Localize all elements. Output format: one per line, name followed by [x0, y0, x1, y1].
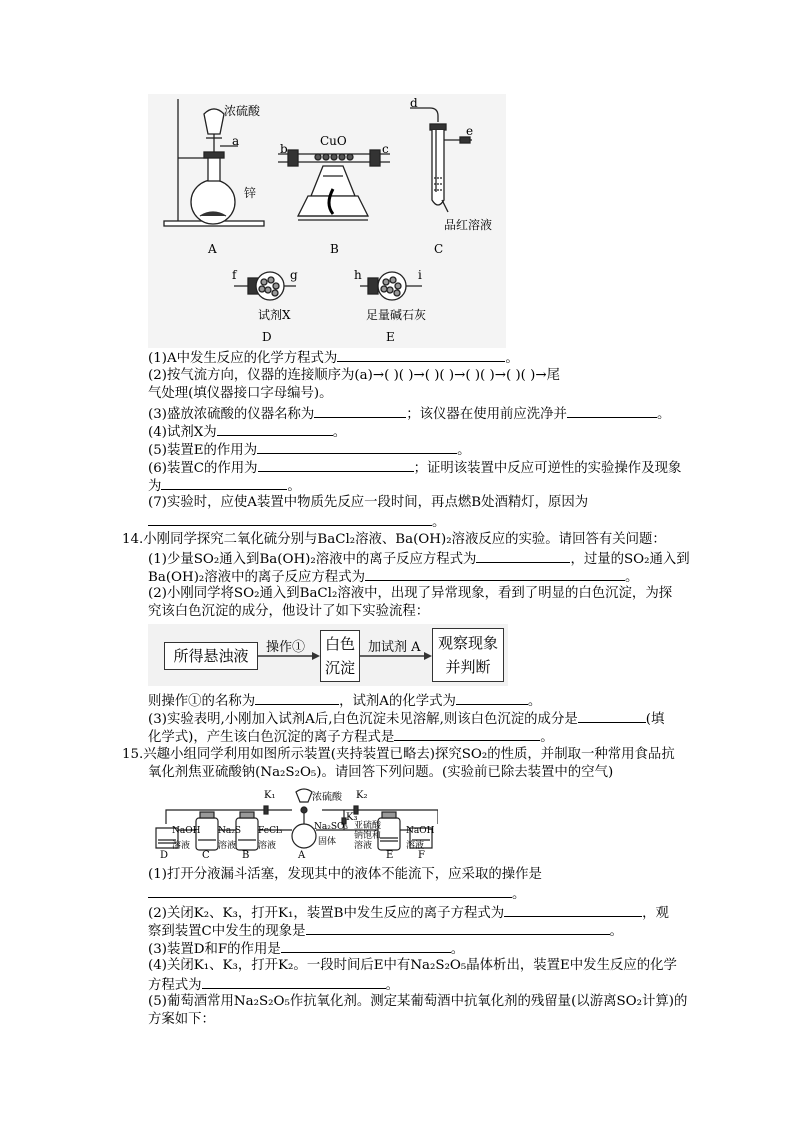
q14-part2-line1: (2)小刚同学将SO₂通入到BaCl₂溶液中，出现了异常现象，看到了明显的白色沉淀，为探	[148, 586, 673, 601]
q15-part4-line2: 方程式为 。	[148, 975, 399, 995]
label-conc-acid: 浓硫酸	[224, 104, 261, 118]
label-CuO: CuO	[320, 134, 347, 148]
label-sulfite-1: 亚硫酸	[354, 821, 382, 831]
flow-op1: 操作①	[266, 640, 306, 655]
answer-blank[interactable]	[161, 476, 287, 490]
apparatus-e-drawing	[360, 272, 422, 300]
answer-blank[interactable]	[306, 921, 610, 935]
q15-part5-line2: 方案如下：	[148, 1012, 215, 1027]
label-K2: K₂	[356, 790, 368, 801]
answer-blank[interactable]	[281, 939, 451, 953]
answer-blank[interactable]	[337, 348, 505, 362]
label-e: e	[466, 124, 474, 138]
q14-part1-line2: Ba(OH)₂溶液中的离子反应方程式为 。	[148, 567, 638, 587]
q13-part1: (1)A中发生反应的化学方程式为 。	[148, 348, 519, 368]
q15-part4-line1: (4)关闭K₁、K₃，打开K₂。一段时间后E中有Na₂S₂O₅晶体析出，装置E中发生反应的化学	[148, 958, 677, 973]
q15-title-line1: 15.兴趣小组同学利用如图所示装置(夹持装置已略去)探究SO₂的性质，并制取一种常用食品抗	[122, 747, 675, 762]
label-fecl3: FeCl₃	[258, 826, 283, 836]
label-d: d	[410, 96, 418, 110]
label-soda-lime: 足量碱石灰	[366, 308, 427, 322]
q15-apparatus-figure	[148, 786, 438, 862]
answer-blank[interactable]	[202, 975, 386, 989]
label-solution-f: 溶液	[406, 841, 425, 851]
label-C-15: C	[202, 850, 210, 861]
answer-blank[interactable]	[148, 884, 512, 898]
label-solution-b: 溶液	[258, 841, 277, 851]
q14-part1-line1: (1)少量SO₂通入到Ba(OH)₂溶液中的离子反应方程式为 ，过量的SO₂通入到	[148, 549, 690, 569]
label-h: h	[354, 268, 362, 282]
flow-box-suspension: 所得悬浊液	[164, 642, 258, 670]
label-na2so3: Na₂SO₃	[314, 822, 349, 832]
label-E: E	[386, 330, 395, 344]
label-reagent-x: 试剂X	[258, 308, 291, 322]
q15-part5-line1: (5)葡萄酒常用Na₂S₂O₅作抗氧化剂。测定某葡萄酒中抗氧化剂的残留量(以游离SO₂计算)的	[148, 994, 688, 1009]
label-c: c	[382, 142, 389, 156]
q15-part2-line1: (2)关闭K₂、K₃，打开K₁，装置B中发生反应的离子方程式为 ，观	[148, 903, 669, 923]
q13-part7-line1: (7)实验时，应使A装置中物质先反应一段时间，再点燃B处酒精灯，原因为	[148, 495, 589, 510]
q15-part1-line2: 。	[148, 884, 525, 904]
flow-box-observe: 观察现象 并判断	[432, 628, 504, 682]
label-sulfite-2: 钠饱和	[354, 831, 382, 841]
label-b: b	[280, 142, 288, 156]
label-E-15: E	[386, 850, 394, 861]
apparatus-d-drawing	[234, 272, 296, 300]
label-K1: K₁	[264, 790, 276, 801]
answer-blank[interactable]	[567, 404, 657, 418]
answer-blank[interactable]	[148, 512, 432, 526]
answer-blank[interactable]	[257, 440, 457, 454]
label-C: C	[434, 242, 444, 256]
q15-part1-line1: (1)打开分液漏斗活塞，发现其中的液体不能流下，应采取的操作是	[148, 867, 542, 882]
answer-blank[interactable]	[258, 458, 414, 472]
answer-blank[interactable]	[314, 404, 406, 418]
label-f: f	[232, 268, 237, 282]
q15-apparatus-drawing	[148, 786, 438, 862]
q15-part2-line2: 察到装置C中发生的现象是 。	[148, 921, 623, 941]
label-naoh-f: NaOH	[406, 826, 435, 836]
q13-part4: (4)试剂X为 。	[148, 422, 346, 442]
label-F-15: F	[418, 850, 425, 861]
answer-blank[interactable]	[476, 549, 570, 563]
answer-blank[interactable]	[217, 422, 333, 436]
q13-part2-line2: 气处理(填仪器接口字母编号)。	[148, 386, 333, 401]
q15-part3: (3)装置D和F的作用是 。	[148, 939, 464, 959]
label-B: B	[330, 242, 339, 256]
flow-op2: 加试剂 A	[368, 640, 421, 655]
answer-blank[interactable]	[504, 903, 642, 917]
flow-box-precipitate: 白色 沉淀	[320, 630, 360, 682]
q14-title: 14.小刚同学探究二氧化硫分别与BaCl₂溶液、Ba(OH)₂溶液反应的实验。请回答有关问题：	[122, 532, 666, 547]
label-a: a	[232, 134, 240, 148]
q14-part2-line3: 则操作①的名称为 ，试剂A的化学式为 。	[148, 691, 541, 711]
label-K3: K₃	[346, 812, 358, 823]
label-naoh-d: NaOH	[172, 826, 201, 836]
q13-part5: (5)装置E的作用为 。	[148, 440, 470, 460]
answer-blank[interactable]	[578, 709, 646, 723]
apparatus-b-drawing	[278, 150, 390, 220]
label-solution-c: 溶液	[218, 841, 237, 851]
label-A: A	[208, 242, 217, 256]
label-g: g	[290, 268, 298, 282]
q13-part3: (3)盛放浓硫酸的仪器名称为 ；该仪器在使用前应洗净并 。	[148, 404, 670, 424]
answer-blank[interactable]	[456, 691, 528, 705]
label-pinhong: 品红溶液	[444, 218, 493, 232]
answer-blank[interactable]	[365, 567, 625, 581]
label-sulfite-3: 溶液	[354, 841, 373, 851]
apparatus-c-drawing	[410, 108, 472, 212]
answer-blank[interactable]	[255, 691, 339, 705]
answer-blank[interactable]	[394, 727, 540, 741]
apparatus-figure-top	[148, 94, 506, 348]
label-A-15: A	[298, 850, 306, 861]
label-solid: 固体	[318, 837, 337, 847]
label-na2s: Na₂S	[218, 826, 242, 836]
q14-part3-line2: 化学式)，产生该白色沉淀的离子方程式是 。	[148, 727, 554, 747]
flow-diagram	[148, 624, 508, 686]
q14-part3-line1: (3)实验表明,小刚加入试剂A后,白色沉淀未见溶解,则该白色沉淀的成分是 (填	[148, 709, 664, 729]
q13-part7-line2: 。	[148, 512, 445, 532]
label-conc-acid-15: 浓硫酸	[312, 792, 342, 803]
label-B-15: B	[242, 850, 250, 861]
label-solution-d: 溶液	[172, 841, 191, 851]
label-D-15: D	[160, 850, 169, 861]
q13-part6-line1: (6)装置C的作用为 ；证明该装置中反应可逆性的实验操作及现象	[148, 458, 681, 478]
q13-part2-line1: (2)按气流方向，仪器的连接顺序为(a)→( )( )→( )( )→( )( )→( )( )→尾	[148, 368, 560, 383]
label-D: D	[262, 330, 272, 344]
label-i: i	[418, 268, 422, 282]
q13-part6-line2: 为 。	[148, 476, 301, 496]
label-zinc: 锌	[244, 186, 257, 200]
q14-part2-line2: 究该白色沉淀的成分，他设计了如下实验流程：	[148, 604, 430, 619]
q15-title-line2: 氧化剂焦亚硫酸钠(Na₂S₂O₅)。请回答下列问题。(实验前已除去装置中的空气)	[148, 765, 614, 780]
